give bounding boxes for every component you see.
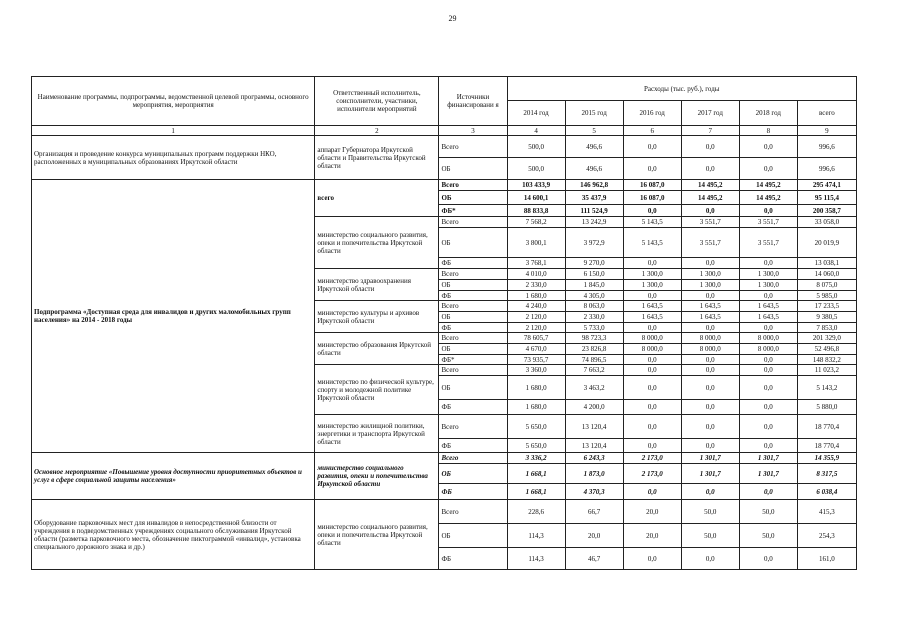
table-row [32, 453, 857, 464]
col-number: 4 [507, 126, 565, 136]
funding-source-cell: ФБ [439, 291, 507, 301]
executor-cell: аппарат Губернатора Иркутской области и Правительства Иркутской области [315, 136, 439, 180]
expense-value-cell: 0,0 [681, 323, 739, 333]
header-year: 2014 год [507, 101, 565, 126]
expense-value-cell: 50,0 [739, 524, 797, 548]
executor-cell: министерство культуры и архивов Иркутской области [315, 301, 439, 333]
expense-value-cell: 17 233,5 [797, 301, 856, 312]
expense-value-cell: 0,0 [739, 365, 797, 376]
funding-source-cell: ФБ [439, 323, 507, 333]
expense-value-cell: 3 768,1 [507, 258, 565, 269]
expense-value-cell: 14 060,0 [797, 269, 856, 280]
expense-value-cell: 4 200,0 [565, 400, 623, 415]
expense-value-cell: 7 663,2 [565, 365, 623, 376]
funding-source-cell: Всего [439, 333, 507, 344]
expense-value-cell: 5 880,0 [797, 400, 856, 415]
expense-value-cell: 13 120,4 [565, 415, 623, 439]
col-number: 9 [797, 126, 856, 136]
expense-value-cell: 146 962,8 [565, 180, 623, 191]
header-total: всего [797, 101, 856, 126]
expense-value-cell: 0,0 [623, 439, 681, 453]
expense-value-cell: 114,3 [507, 524, 565, 548]
funding-source-cell: ФБ [439, 548, 507, 570]
expense-value-cell: 2 173,0 [623, 464, 681, 484]
expense-value-cell: 13 038,1 [797, 258, 856, 269]
expense-value-cell: 18 770,4 [797, 415, 856, 439]
expense-value-cell: 500,0 [507, 158, 565, 180]
expense-value-cell: 228,6 [507, 500, 565, 524]
expense-value-cell: 148 832,2 [797, 355, 856, 365]
col-number: 3 [439, 126, 507, 136]
expense-value-cell: 0,0 [681, 258, 739, 269]
expense-value-cell: 0,0 [739, 484, 797, 500]
header-year: 2016 год [623, 101, 681, 126]
expense-value-cell: 0,0 [623, 365, 681, 376]
expense-value-cell: 0,0 [623, 415, 681, 439]
expense-value-cell: 3 551,7 [739, 228, 797, 258]
col-number: 7 [681, 126, 739, 136]
expense-value-cell: 496,6 [565, 158, 623, 180]
col-number: 5 [565, 126, 623, 136]
expense-value-cell: 18 770,4 [797, 439, 856, 453]
expense-value-cell: 161,0 [797, 548, 856, 570]
expense-value-cell: 5 650,0 [507, 439, 565, 453]
expense-value-cell: 201 329,0 [797, 333, 856, 344]
expense-value-cell: 5 985,0 [797, 291, 856, 301]
expense-value-cell: 1 301,7 [739, 453, 797, 464]
expense-value-cell: 295 474,1 [797, 180, 856, 191]
expense-value-cell: 20,0 [623, 500, 681, 524]
expense-value-cell: 0,0 [681, 376, 739, 400]
expense-value-cell: 9 270,0 [565, 258, 623, 269]
funding-source-cell: ОБ [439, 191, 507, 205]
expense-value-cell: 5 650,0 [507, 415, 565, 439]
funding-source-cell: ФБ [439, 400, 507, 415]
header-year: 2015 год [565, 101, 623, 126]
funding-source-cell: Всего [439, 365, 507, 376]
expense-value-cell: 1 300,0 [681, 269, 739, 280]
expense-value-cell: 0,0 [623, 548, 681, 570]
expense-value-cell: 0,0 [681, 136, 739, 158]
expense-value-cell: 8 000,0 [623, 344, 681, 355]
expense-value-cell: 0,0 [739, 415, 797, 439]
expense-value-cell: 500,0 [507, 136, 565, 158]
expense-value-cell: 1 873,0 [565, 464, 623, 484]
expense-value-cell: 88 833,8 [507, 205, 565, 217]
expense-value-cell: 0,0 [739, 205, 797, 217]
expense-value-cell: 50,0 [681, 524, 739, 548]
expense-value-cell: 11 023,2 [797, 365, 856, 376]
funding-source-cell: ОБ [439, 228, 507, 258]
expense-value-cell: 6 038,4 [797, 484, 856, 500]
header-executor-col: Ответственный исполнитель, соисполнители, участники, исполнители мероприятий [315, 77, 439, 126]
expense-value-cell: 98 723,3 [565, 333, 623, 344]
expense-value-cell: 996,6 [797, 158, 856, 180]
expense-value-cell: 5 733,0 [565, 323, 623, 333]
expense-value-cell: 5 143,2 [797, 376, 856, 400]
expense-value-cell: 7 568,2 [507, 217, 565, 228]
funding-source-cell: Всего [439, 217, 507, 228]
funding-source-cell: Всего [439, 180, 507, 191]
expense-value-cell: 0,0 [623, 291, 681, 301]
executor-cell: министерство социального развития, опеки и попечительства Иркутской области [315, 500, 439, 570]
expense-value-cell: 1 643,5 [623, 312, 681, 323]
expense-value-cell: 0,0 [623, 205, 681, 217]
expense-value-cell: 8 063,0 [565, 301, 623, 312]
expense-value-cell: 23 826,8 [565, 344, 623, 355]
expense-value-cell: 415,3 [797, 500, 856, 524]
expense-value-cell: 496,6 [565, 136, 623, 158]
funding-source-cell: ФБ [439, 258, 507, 269]
expense-value-cell: 1 643,5 [681, 301, 739, 312]
header-name-col: Наименование программы, подпрограммы, ведомственной целевой программы, основного мероприятия, мероприятия [32, 77, 315, 126]
expense-value-cell: 0,0 [623, 258, 681, 269]
funding-source-cell: ОБ [439, 464, 507, 484]
funding-source-cell: ОБ [439, 312, 507, 323]
funding-source-cell: ОБ [439, 158, 507, 180]
executor-cell: министерство по физической культуре, спорту и молодежной политике Иркутской области [315, 365, 439, 415]
funding-source-cell: Всего [439, 453, 507, 464]
table-row [32, 500, 857, 524]
expense-value-cell: 2 330,0 [507, 280, 565, 291]
expense-value-cell: 0,0 [739, 158, 797, 180]
header-year: 2017 год [681, 101, 739, 126]
expense-value-cell: 14 495,2 [739, 180, 797, 191]
col-number: 1 [32, 126, 315, 136]
program-name-cell: Основное мероприятие «Повышение уровня доступности приоритетных объектов и услуг в сфере социальной защиты населения» [32, 453, 315, 500]
header-year: 2018 год [739, 101, 797, 126]
header-source-col: Источники финансировани я [439, 77, 507, 126]
funding-source-cell: Всего [439, 136, 507, 158]
expense-value-cell: 78 605,7 [507, 333, 565, 344]
funding-source-cell: ФБ* [439, 205, 507, 217]
expense-value-cell: 200 358,7 [797, 205, 856, 217]
executor-cell: министерство социального развития, опеки и попечительства Иркутской области [315, 217, 439, 269]
expense-value-cell: 74 896,5 [565, 355, 623, 365]
expense-value-cell: 2 120,0 [507, 323, 565, 333]
table-row [32, 180, 857, 191]
expense-value-cell: 6 150,0 [565, 269, 623, 280]
expense-value-cell: 0,0 [681, 439, 739, 453]
expense-value-cell: 13 120,4 [565, 439, 623, 453]
funding-source-cell: Всего [439, 269, 507, 280]
expense-value-cell: 1 300,0 [739, 269, 797, 280]
expense-value-cell: 8 000,0 [623, 333, 681, 344]
expense-value-cell: 8 000,0 [739, 333, 797, 344]
table-row [32, 136, 857, 158]
expense-value-cell: 3 972,9 [565, 228, 623, 258]
funding-source-cell: Всего [439, 415, 507, 439]
expense-value-cell: 1 680,0 [507, 291, 565, 301]
expense-value-cell: 16 087,0 [623, 191, 681, 205]
expense-value-cell: 254,3 [797, 524, 856, 548]
expense-value-cell: 2 120,0 [507, 312, 565, 323]
expense-value-cell: 5 143,5 [623, 228, 681, 258]
expense-value-cell: 1 301,7 [681, 464, 739, 484]
expense-value-cell: 103 433,9 [507, 180, 565, 191]
expense-value-cell: 4 240,0 [507, 301, 565, 312]
program-name-cell: Оборудование парковочных мест для инвалидов в непосредственной близости от учреждения в подведомственных учреждениях социального обслуживания Иркутской области (разметка парковочного места, обозначение пиктограммой «инвалид», установка специального дорожного знака и др.) [32, 500, 315, 570]
expense-value-cell: 0,0 [739, 258, 797, 269]
executor-cell: министерство здравоохранения Иркутской области [315, 269, 439, 301]
expense-value-cell: 1 668,1 [507, 464, 565, 484]
expense-value-cell: 0,0 [739, 548, 797, 570]
expense-value-cell: 0,0 [739, 136, 797, 158]
expense-value-cell: 114,3 [507, 548, 565, 570]
expense-value-cell: 3 336,2 [507, 453, 565, 464]
program-name-cell: Подпрограмма «Доступная среда для инвалидов и других маломобильных групп населения» на 2014 - 2018 годы [32, 180, 315, 453]
expense-value-cell: 3 800,1 [507, 228, 565, 258]
expense-value-cell: 9 380,5 [797, 312, 856, 323]
expense-value-cell: 52 496,8 [797, 344, 856, 355]
header-expenses-col: Расходы (тыс. руб.), годы [507, 77, 856, 101]
funding-source-cell: Всего [439, 301, 507, 312]
expense-value-cell: 0,0 [739, 291, 797, 301]
expense-value-cell: 0,0 [681, 205, 739, 217]
expense-value-cell: 5 143,5 [623, 217, 681, 228]
expense-value-cell: 73 935,7 [507, 355, 565, 365]
expense-value-cell: 0,0 [739, 400, 797, 415]
expense-value-cell: 13 242,9 [565, 217, 623, 228]
expense-value-cell: 66,7 [565, 500, 623, 524]
expense-value-cell: 1 845,0 [565, 280, 623, 291]
expense-value-cell: 20 019,9 [797, 228, 856, 258]
expense-value-cell: 0,0 [623, 376, 681, 400]
column-numbers-row [32, 126, 857, 136]
expense-value-cell: 0,0 [681, 415, 739, 439]
expense-value-cell: 0,0 [681, 484, 739, 500]
funding-source-cell: ФБ [439, 439, 507, 453]
expense-value-cell: 14 495,2 [739, 191, 797, 205]
expense-value-cell: 20,0 [623, 524, 681, 548]
expense-value-cell: 3 551,7 [681, 228, 739, 258]
expense-value-cell: 1 300,0 [623, 269, 681, 280]
expense-value-cell: 0,0 [681, 400, 739, 415]
expense-value-cell: 8 000,0 [739, 344, 797, 355]
expense-value-cell: 33 058,0 [797, 217, 856, 228]
expense-value-cell: 20,0 [565, 524, 623, 548]
executor-cell: министерство социального развития, опеки и попечительства Иркутской области [315, 453, 439, 500]
expense-value-cell: 14 355,9 [797, 453, 856, 464]
expense-value-cell: 4 010,0 [507, 269, 565, 280]
funding-source-cell: ФБ* [439, 355, 507, 365]
expense-value-cell: 8 000,0 [681, 333, 739, 344]
funding-source-cell: ОБ [439, 344, 507, 355]
col-number: 2 [315, 126, 439, 136]
expense-value-cell: 0,0 [623, 136, 681, 158]
expense-value-cell: 1 643,5 [623, 301, 681, 312]
expense-value-cell: 0,0 [623, 484, 681, 500]
expense-value-cell: 0,0 [681, 365, 739, 376]
expense-value-cell: 3 551,7 [739, 217, 797, 228]
expense-value-cell: 3 463,2 [565, 376, 623, 400]
page-number: 29 [448, 14, 457, 23]
expense-value-cell: 0,0 [623, 400, 681, 415]
expense-value-cell: 7 853,0 [797, 323, 856, 333]
expense-value-cell: 1 668,1 [507, 484, 565, 500]
funding-source-cell: ОБ [439, 524, 507, 548]
expense-value-cell: 0,0 [739, 323, 797, 333]
expense-value-cell: 4 305,0 [565, 291, 623, 301]
expense-value-cell: 0,0 [681, 355, 739, 365]
expense-value-cell: 16 087,0 [623, 180, 681, 191]
expense-value-cell: 8 075,0 [797, 280, 856, 291]
expense-value-cell: 14 600,1 [507, 191, 565, 205]
expense-value-cell: 46,7 [565, 548, 623, 570]
expense-value-cell: 0,0 [623, 158, 681, 180]
col-number: 6 [623, 126, 681, 136]
expense-value-cell: 14 495,2 [681, 180, 739, 191]
col-number: 8 [739, 126, 797, 136]
expenses-table [31, 76, 857, 570]
expense-value-cell: 2 173,0 [623, 453, 681, 464]
expense-value-cell: 4 670,0 [507, 344, 565, 355]
expense-value-cell: 3 551,7 [681, 217, 739, 228]
expense-value-cell: 35 437,9 [565, 191, 623, 205]
expense-value-cell: 1 643,5 [681, 312, 739, 323]
expense-value-cell: 6 243,3 [565, 453, 623, 464]
executor-cell: министерство жилищной политики, энергетики и транспорта Иркутской области [315, 415, 439, 453]
expense-value-cell: 1 643,5 [739, 312, 797, 323]
expense-value-cell: 0,0 [623, 355, 681, 365]
executor-cell: министерство образования Иркутской области [315, 333, 439, 365]
expense-value-cell: 4 370,3 [565, 484, 623, 500]
expense-value-cell: 1 300,0 [739, 280, 797, 291]
expense-value-cell: 8 000,0 [681, 344, 739, 355]
expense-value-cell: 1 301,7 [739, 464, 797, 484]
expense-value-cell: 1 680,0 [507, 400, 565, 415]
program-name-cell: Организация и проведение конкурса муниципальных программ поддержки НКО, расположенных в муниципальных образованиях Иркутской области [32, 136, 315, 180]
expense-value-cell: 1 680,0 [507, 376, 565, 400]
expense-value-cell: 1 300,0 [681, 280, 739, 291]
expense-value-cell: 14 495,2 [681, 191, 739, 205]
expense-value-cell: 2 330,0 [565, 312, 623, 323]
expense-value-cell: 95 115,4 [797, 191, 856, 205]
expense-value-cell: 111 524,9 [565, 205, 623, 217]
funding-source-cell: ФБ [439, 484, 507, 500]
expense-value-cell: 3 360,0 [507, 365, 565, 376]
expense-value-cell: 8 317,5 [797, 464, 856, 484]
expense-value-cell: 0,0 [739, 439, 797, 453]
funding-source-cell: ОБ [439, 280, 507, 291]
expense-value-cell: 0,0 [623, 323, 681, 333]
expense-value-cell: 0,0 [739, 376, 797, 400]
expense-value-cell: 1 301,7 [681, 453, 739, 464]
expense-value-cell: 0,0 [681, 548, 739, 570]
expense-value-cell: 1 643,5 [739, 301, 797, 312]
expense-value-cell: 996,6 [797, 136, 856, 158]
executor-cell: всего [315, 180, 439, 217]
expense-value-cell: 0,0 [739, 355, 797, 365]
expense-value-cell: 0,0 [681, 158, 739, 180]
expense-value-cell: 0,0 [681, 291, 739, 301]
expense-value-cell: 1 300,0 [623, 280, 681, 291]
expense-value-cell: 50,0 [681, 500, 739, 524]
funding-source-cell: ОБ [439, 376, 507, 400]
funding-source-cell: Всего [439, 500, 507, 524]
expense-value-cell: 50,0 [739, 500, 797, 524]
